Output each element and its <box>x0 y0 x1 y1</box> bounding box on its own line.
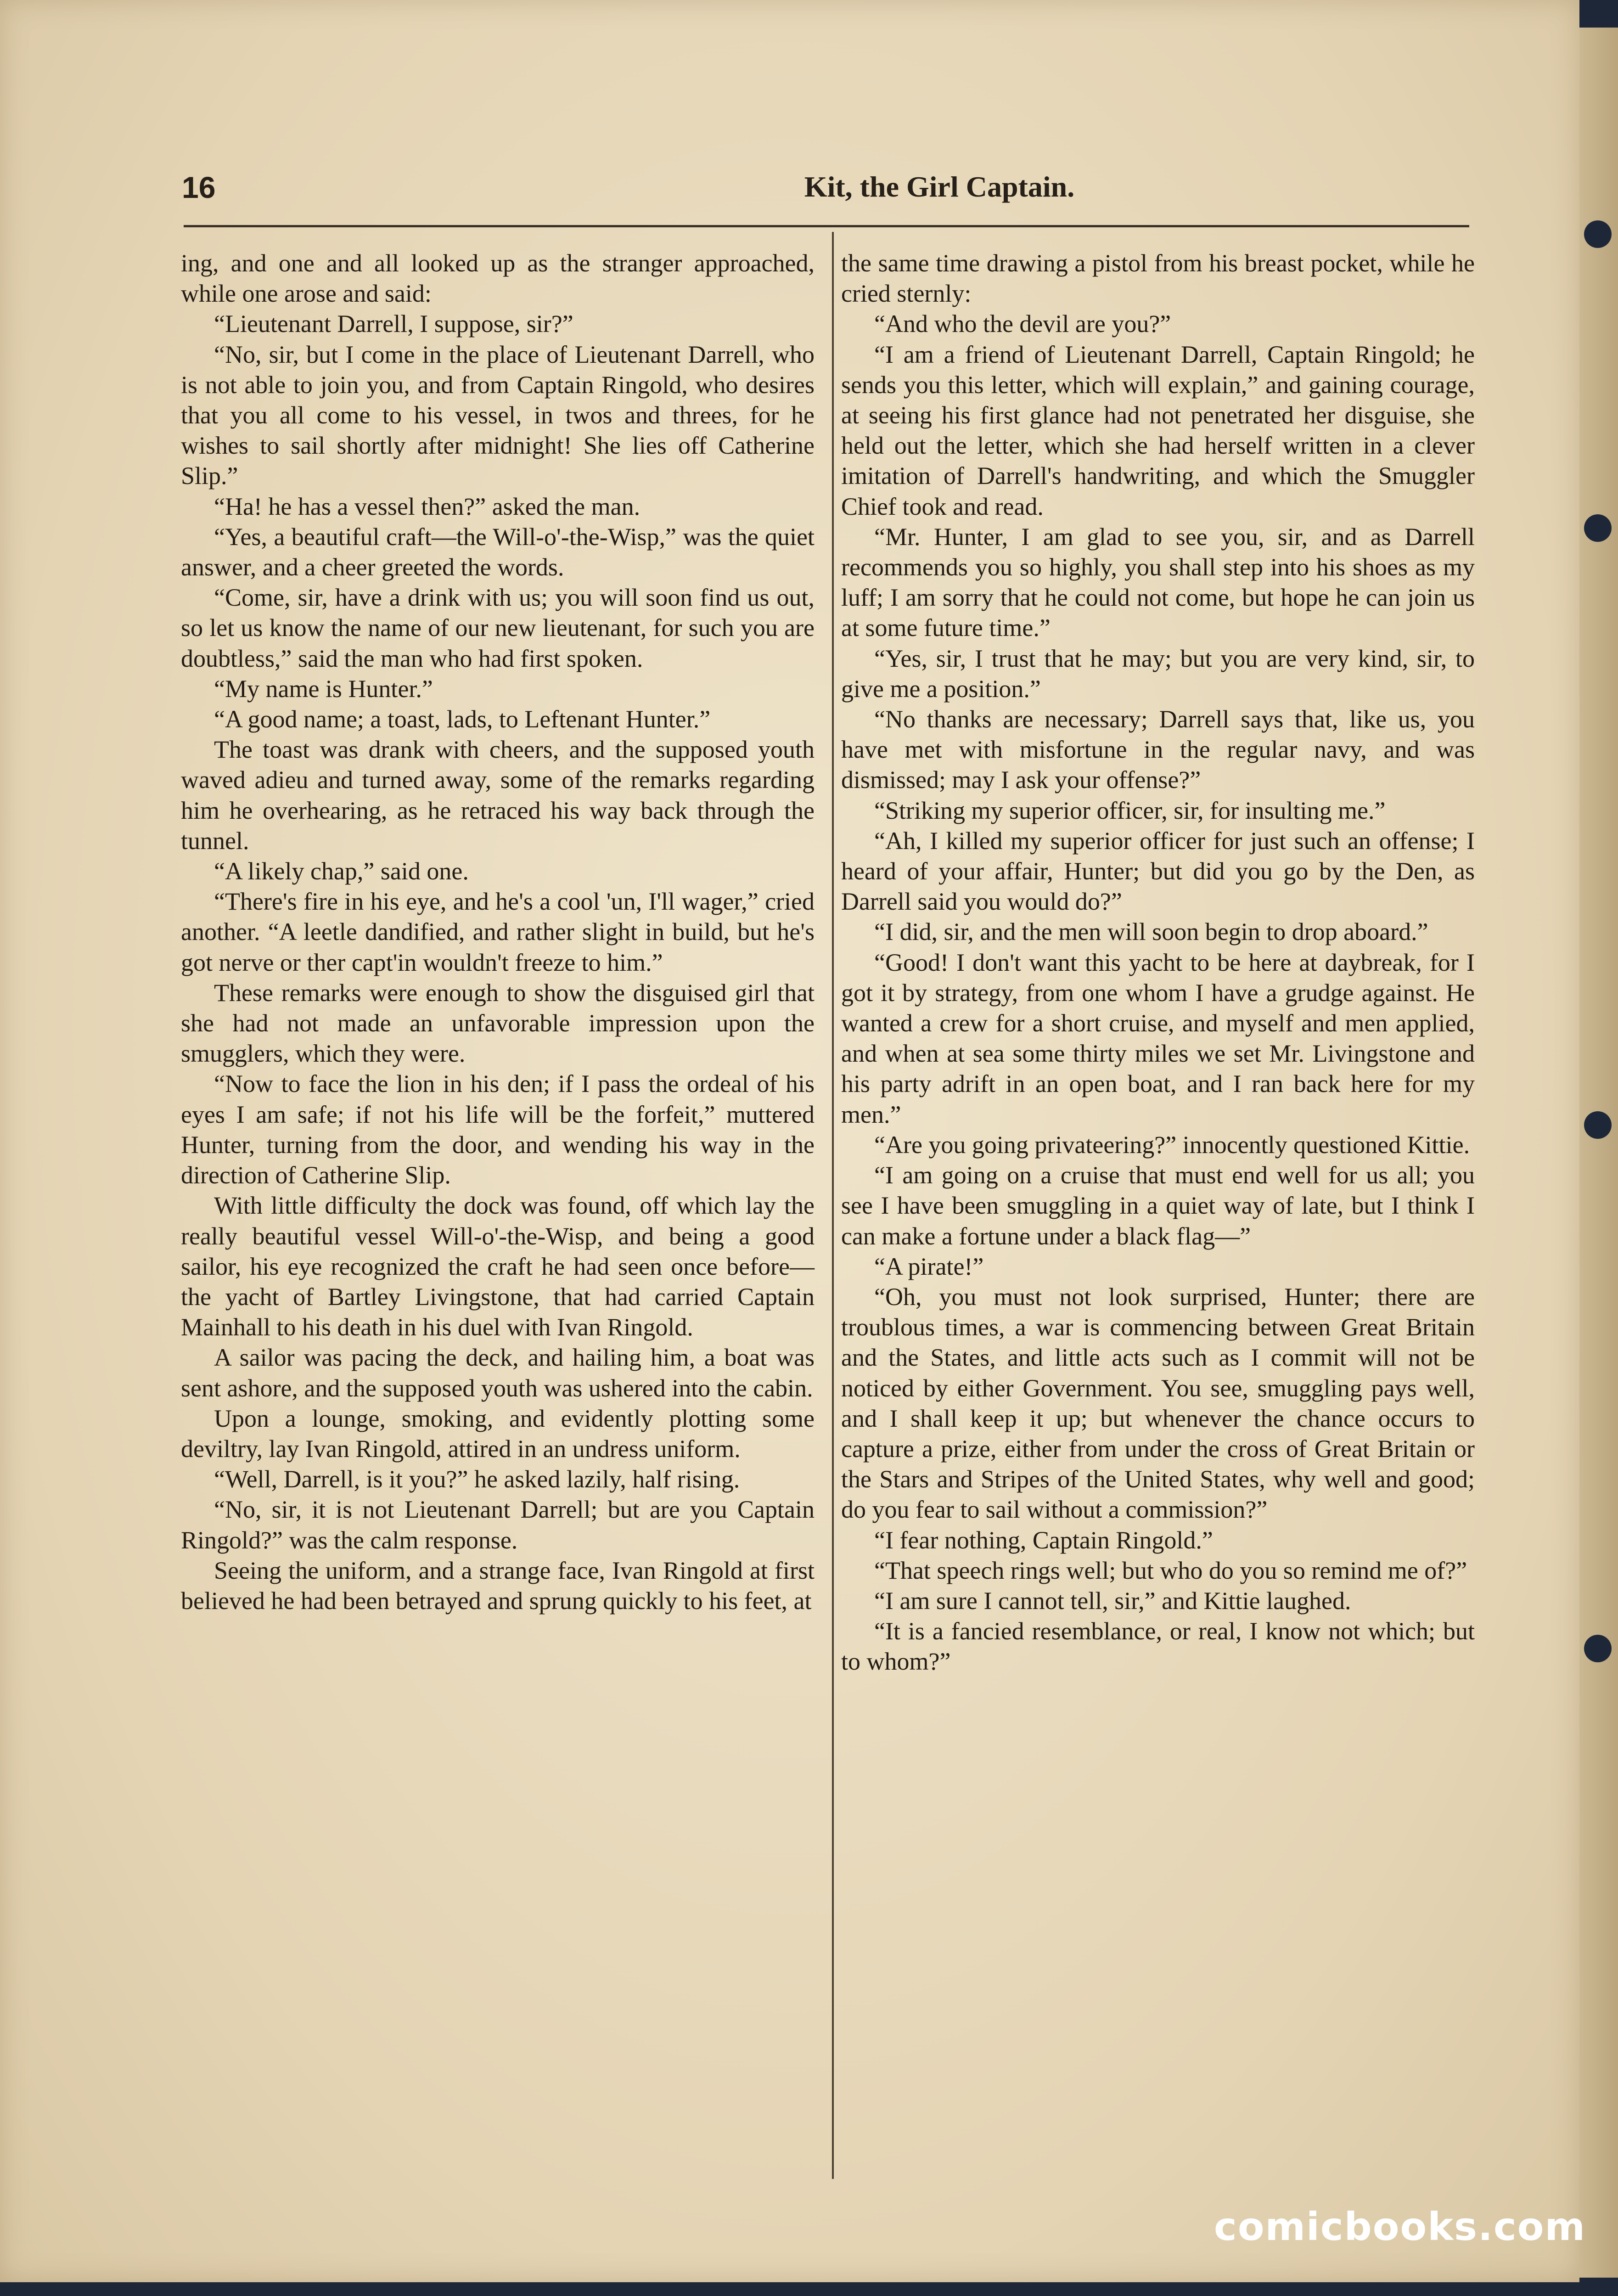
paragraph: Seeing the uniform, and a strange face, Ivan Ringold at first believed he had been betrayed and sprung quickly to his feet, at <box>181 1556 815 1615</box>
paragraph: “That speech rings well; but who do you so remind me of?” <box>874 1556 1467 1584</box>
paragraph: “Oh, you must not look surprised, Hunter; there are troublous times, a war is commencing between Great Britain and the States, and little acts such as I commit will not be noticed by either Government. You see, smuggling pays well, and I shall keep it up; but whenever the chance occurs to capture a prize, either from under the cross of Great Britain or the Stars and Stripes of the United States, why well and good; do you fear to sail without a commission?” <box>841 1283 1475 1524</box>
paragraph: “And who the devil are you?” <box>874 310 1171 338</box>
staple-hole <box>1584 1635 1612 1662</box>
paragraph: “No thanks are necessary; Darrell says that, like us, you have met with misfortune in the regular navy, and was dismissed; may I ask your offense?” <box>841 705 1475 794</box>
header-rule-left <box>184 225 840 227</box>
paragraph: Upon a lounge, smoking, and evidently plotting some deviltry, lay Ivan Ringold, attired in an undress uniform. <box>181 1404 815 1463</box>
site-watermark: comicbooks.com <box>1214 2204 1586 2249</box>
paragraph: “I am a friend of Lieutenant Darrell, Captain Ringold; he sends you this letter, which will explain,” and gaining courage, at seeing his first glance had not penetrated her disguise, she held out the letter, which she had herself written in a clever imitation of Darrell's handwriting, and which the Smuggler Chief took and read. <box>841 340 1475 520</box>
paragraph: “No, sir, it is not Lieutenant Darrell; but are you Captain Ringold?” was the calm response. <box>181 1496 815 1554</box>
paragraph: “It is a fancied resemblance, or real, I know not which; but to whom?” <box>841 1617 1475 1676</box>
staple-hole <box>1584 220 1612 248</box>
paragraph: “Are you going privateering?” innocently questioned Kittie. <box>874 1131 1470 1159</box>
paragraph: “I did, sir, and the men will soon begin to drop aboard.” <box>874 918 1428 946</box>
paragraph: “Good! I don't want this yacht to be here at daybreak, for I got it by strategy, from one whom I have a grudge against. He wanted a crew for a short cruise, and myself and men applied, and when at sea some thirty miles we set Mr. Livingstone and his party adrift in an open boat, and I ran back here for my men.” <box>841 948 1475 1128</box>
paragraph: “There's fire in his eye, and he's a cool 'un, I'll wager,” cried another. “A leetle dandified, and rather slight in build, but he's got nerve or ther capt'in wouldn't freeze to him.” <box>181 888 815 976</box>
paragraph: “Come, sir, have a drink with us; you will soon find us out, so let us know the name of our new lieutenant, for such you are doubtless,” said the man who had first spoken. <box>181 584 815 672</box>
binding-edge <box>1579 28 1618 2278</box>
paragraph: “Ah, I killed my superior officer for just such an offense; I heard of your affair, Hunter; but did you go by the Den, as Darrell said you would do?” <box>841 827 1475 916</box>
left-column <box>181 248 815 1616</box>
paragraph: With little difficulty the dock was found, off which lay the really beautiful vessel Will-o'-the-Wisp, and being a good sailor, his eye recognized the craft he had seen once before—the yacht of Bartley Livingstone, that had carried Captain Mainhall to his death in his duel with Ivan Ringold. <box>181 1192 815 1341</box>
paragraph: The toast was drank with cheers, and the supposed youth waved adieu and turned away, some of the remarks regarding him he overhearing, as he retraced his way back through the tunnel. <box>181 736 815 855</box>
paragraph: “Yes, sir, I trust that he may; but you are very kind, sir, to give me a position.” <box>841 644 1475 703</box>
paragraph: “A good name; a toast, lads, to Leftenant Hunter.” <box>214 705 711 733</box>
paragraph: “A pirate!” <box>874 1252 984 1280</box>
paragraph: “A likely chap,” said one. <box>214 857 469 885</box>
paragraph: “I am going on a cruise that must end well for us all; you see I have been smuggling in a quiet way of late, but I think I can make a fortune under a black flag—” <box>841 1161 1475 1250</box>
right-column <box>841 248 1475 1677</box>
paragraph: “Now to face the lion in his den; if I pass the ordeal of his eyes I am safe; if not his life will be the forfeit,” muttered Hunter, turning from the door, and wending his way in the direction of Catherine Slip. <box>181 1070 815 1189</box>
paragraph: “Well, Darrell, is it you?” he asked lazily, half rising. <box>214 1465 740 1493</box>
paragraph: the same time drawing a pistol from his breast pocket, while he cried sternly: <box>841 249 1475 308</box>
paragraph: “Yes, a beautiful craft—the Will-o'-the-Wisp,” was the quiet answer, and a cheer greeted the words. <box>181 523 815 581</box>
paragraph: “Lieutenant Darrell, I suppose, sir?” <box>214 310 573 338</box>
column-divider <box>832 232 834 2179</box>
page-number: 16 <box>182 170 216 204</box>
paragraph: ing, and one and all looked up as the stranger approached, while one arose and said: <box>181 249 815 308</box>
paragraph: “My name is Hunter.” <box>214 675 433 703</box>
paragraph: “I am sure I cannot tell, sir,” and Kittie laughed. <box>874 1587 1351 1615</box>
paragraph: These remarks were enough to show the disguised girl that she had not made an unfavorable impression upon the smugglers, which they were. <box>181 979 815 1068</box>
staple-hole <box>1584 1111 1612 1139</box>
running-title: Kit, the Girl Captain. <box>804 170 1075 203</box>
staple-hole <box>1584 514 1612 542</box>
paragraph: “Mr. Hunter, I am glad to see you, sir, and as Darrell recommends you so highly, you shall step into his shoes as my luff; I am sorry that he could not come, but hope he can join us at some future time.” <box>841 523 1475 642</box>
page-header <box>182 170 1467 211</box>
paragraph: “Striking my superior officer, sir, for insulting me.” <box>874 796 1386 824</box>
paragraph: “Ha! he has a vessel then?” asked the man. <box>214 492 640 520</box>
paragraph: A sailor was pacing the deck, and hailing him, a boat was sent ashore, and the supposed youth was ushered into the cabin. <box>181 1344 815 1402</box>
header-rule-right <box>840 225 1469 227</box>
paragraph: “No, sir, but I come in the place of Lieutenant Darrell, who is not able to join you, and from Captain Ringold, who desires that you all come to his vessel, in twos and threes, for he wishes to sail shortly after midnight! She lies off Catherine Slip.” <box>181 340 815 490</box>
paragraph: “I fear nothing, Captain Ringold.” <box>874 1526 1213 1554</box>
